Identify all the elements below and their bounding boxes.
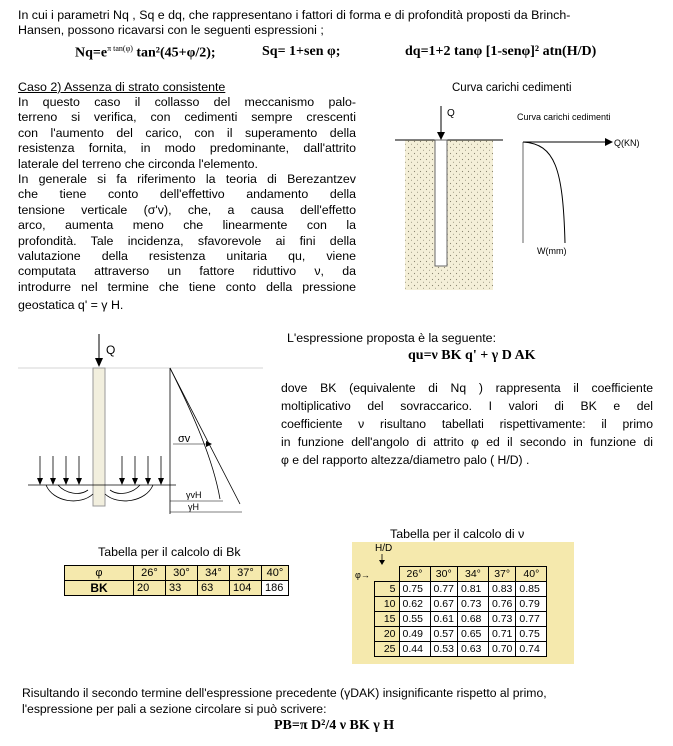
table-cell: 0.75 (399, 582, 430, 597)
table-cell: 30° (430, 567, 457, 582)
table-row (65, 566, 289, 581)
explanation-body (281, 379, 653, 469)
table-cell: 0.76 (488, 597, 515, 612)
table-cell: 104 (230, 581, 262, 596)
table-nu-hd-label: H/D (375, 543, 393, 554)
figure2-sigma-label: σv (178, 433, 191, 445)
case2-line: introdurre nel termine che tiene conto della pressione (18, 279, 356, 294)
explanation-line: coefficiente ν risultano tabellati rispettivamente: il primo (281, 417, 653, 431)
conclusion-line-2: l'espressione per pali a sezione circolare si può scrivere: (22, 702, 327, 716)
figure1-qkn-label: Q(KN) (614, 138, 640, 148)
table-cell: 0.77 (430, 582, 457, 597)
case2-line: computata attraverso un fattore riduttivo ν, da (18, 264, 356, 279)
table-cell: φ (65, 566, 134, 581)
case2-line: In questo caso il collasso del meccanismo palo- (18, 95, 356, 109)
formula-sq: Sq= 1+sen φ; (262, 44, 341, 59)
table-cell: 0.74 (516, 642, 547, 657)
load-curve (523, 142, 565, 243)
table-cell: 0.63 (457, 642, 488, 657)
intro-line-1: In cui i parametri Nq , Sq e dq, che rappresentano i fattori di forma e di profondità proposti da Brinch- (18, 8, 571, 22)
table-cell: 37° (488, 567, 515, 582)
table-cell: 0.70 (488, 642, 515, 657)
table-nu-title: Tabella per il calcolo di ν (390, 527, 525, 541)
table-cell: 63 (198, 581, 230, 596)
figure1-q-label: Q (447, 108, 455, 119)
table-cell: 30° (166, 566, 198, 581)
table-cell: 0.67 (430, 597, 457, 612)
figure1-caption: Curva carichi cedimenti (452, 82, 572, 94)
table-cell: 25 (375, 642, 400, 657)
table-cell: 0.53 (430, 642, 457, 657)
expression-intro: L'espressione proposta è la seguente: (287, 331, 497, 345)
explanation-line: φ e del rapporto altezza/diametro palo ( H/D) . (281, 453, 530, 467)
explanation-line: moltiplicativo del sovraccarico. I valori di BK e del (281, 399, 653, 413)
table-cell: 10 (375, 597, 400, 612)
case2-line: arco, aumenta meno che linearmente con la (18, 218, 356, 233)
table-cell: 34° (198, 566, 230, 581)
table-cell: 0.68 (457, 612, 488, 627)
figure1-w-label: W(mm) (537, 246, 567, 256)
case2-line: terreno si verifica, con cedimenti sempre crescenti (18, 110, 356, 125)
case2-line: resistenza fornita, in modo predominante, dall'attrito (18, 141, 356, 156)
explanation-line: in funzione dell'angolo di attrito φ ed il secondo in funzione di (281, 435, 653, 449)
soil-block (405, 140, 493, 290)
table-cell: 0.49 (399, 627, 430, 642)
case2-title: Caso 2) Assenza di strato consistente (18, 80, 226, 94)
table-row (375, 597, 547, 612)
table-cell: 40° (262, 566, 289, 581)
table-row (375, 582, 547, 597)
table-row (65, 581, 289, 596)
intro-line-2: Hansen, possono ricavarsi con le seguenti espressioni ; (18, 23, 324, 37)
table-cell: 15 (375, 612, 400, 627)
explanation-line: dove BK (equivalente di Nq ) rappresenta il coefficiente (281, 381, 653, 395)
table-cell: 0.71 (488, 627, 515, 642)
table-cell: 34° (457, 567, 488, 582)
table-cell: 5 (375, 582, 400, 597)
table-cell: 20 (375, 627, 400, 642)
table-row (375, 627, 547, 642)
formula-dq: dq=1+2 tanφ [1-senφ]² atn(H/D) (405, 44, 597, 59)
table-cell: 26° (134, 566, 166, 581)
table-cell: 26° (399, 567, 430, 582)
table-cell: 0.44 (399, 642, 430, 657)
figure1-inner-title: Curva carichi cedimenti (517, 112, 611, 122)
table-cell: 186 (262, 581, 289, 596)
expression-formula: qu=ν BK q' + γ D AK (408, 348, 536, 363)
table-cell: 0.65 (457, 627, 488, 642)
figure2-diagram (18, 334, 263, 524)
case2-line: laterale del terreno che circonda l'elemento. (18, 156, 258, 171)
table-cell: 0.81 (457, 582, 488, 597)
case2-line: geostatica q' = γ H. (18, 298, 124, 313)
table-cell: 0.85 (516, 582, 547, 597)
case2-body (18, 95, 356, 313)
table-cell: 0.73 (457, 597, 488, 612)
table-cell: 40° (516, 567, 547, 582)
table-nu-hd-arrow (378, 554, 386, 566)
case2-line: valutazione della resistenza unitaria qu, viene (18, 248, 356, 263)
table-nu-phi-label: φ→ (355, 570, 370, 580)
conclusion-line-1: Risultando il secondo termine dell'espressione precedente (γDAK) insignificante rispetto al primo, (22, 686, 547, 700)
conclusion-formula: PB=π D²/4 ν BK γ H (274, 718, 395, 733)
table-cell: 0.55 (399, 612, 430, 627)
figure2-q-label: Q (106, 343, 116, 357)
table-cell: 0.73 (488, 612, 515, 627)
table-cell: 0.75 (516, 627, 547, 642)
table-row (375, 642, 547, 657)
case2-line: con l'aumento del carico, con il superamento della (18, 125, 356, 140)
table-cell: 0.83 (488, 582, 515, 597)
table-cell: 37° (230, 566, 262, 581)
table-cell: 0.57 (430, 627, 457, 642)
case2-line: tensione verticale (σ'v), che, a causa dell'effetto (18, 202, 356, 217)
table-cell: BK (65, 581, 134, 596)
table-cell: 0.79 (516, 597, 547, 612)
formula-nq: $Nq=e^{\pi tan(\varphi)}$ tan²(45+φ/2); (75, 44, 216, 61)
table-row (375, 567, 547, 582)
case2-line: In generale si fa riferimento la teoria di Berezantzev (18, 171, 356, 186)
table-cell: 0.62 (399, 597, 430, 612)
table-cell: 20 (134, 581, 166, 596)
table-row (375, 612, 547, 627)
table-cell: 33 (166, 581, 198, 596)
case2-line: profondità. Tale incidenza, sfavorevole ai fini della (18, 233, 356, 248)
table-bk (64, 565, 289, 596)
figure2-gvh-label: γvH (186, 490, 202, 500)
figure2-gh-label: γH (188, 502, 199, 512)
table-cell: 0.77 (516, 612, 547, 627)
pile (435, 140, 447, 266)
figure1-diagram (395, 98, 665, 298)
table-nu (374, 566, 547, 657)
case2-line: che tiene conto dell'effettivo andamento della (18, 187, 356, 202)
table-cell: 0.61 (430, 612, 457, 627)
table-bk-title: Tabella per il calcolo di Bk (98, 545, 241, 559)
